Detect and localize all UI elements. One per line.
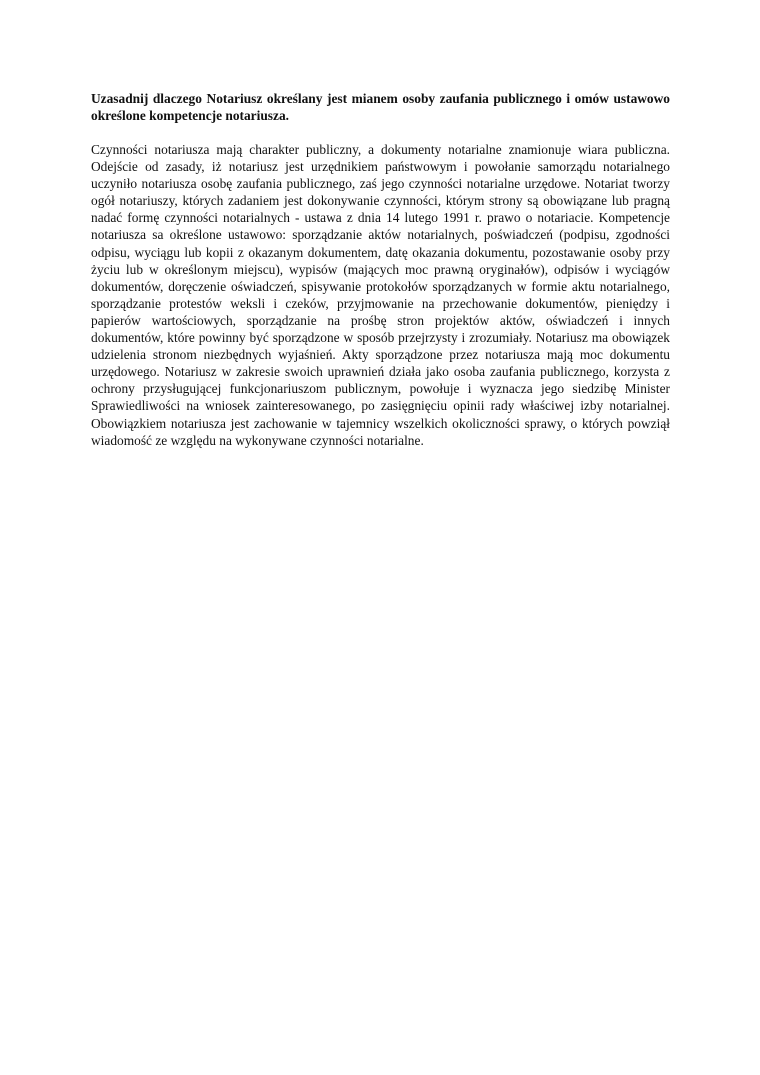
document-body-paragraph: Czynności notariusza mają charakter publiczny, a dokumenty notarialne znamionuje wiara publiczna. Odejście od zasady, iż notariusz jest urzędnikiem państwowym i powołanie samorządu notarialnego uczyniło notariusza osobę zaufania publicznego, zaś jego czynności notarialne urzędowe. Notariat tworzy ogół notariuszy, których zadaniem jest dokonywanie czynności, którym strony są obowiązane lub pragną nadać formę czynności notarialnych - ustawa z dnia 14 lutego 1991 r. prawo o notariacie. Kompetencje notariusza sa określone ustawowo: sporządzanie aktów notarialnych, poświadczeń (podpisu, zgodności odpisu, wyciągu lub kopii z okazanym dokumentem, datę okazania dokumentu, pozostawanie osoby przy życiu lub w określonym miejscu), wypisów (mających moc prawną oryginałów), odpisów i wyciągów dokumentów, doręczenie oświadczeń, spisywanie protokołów sporządzanych w formie aktu notarialnego, sporządzanie protestów weksli i czeków, przyjmowanie na przechowanie dokumentów, pieniędzy i papierów wartościowych, sporządzanie na prośbę stron projektów aktów, oświadczeń i innych dokumentów, które powinny być sporządzone w sposób przejrzysty i zrozumiały. Notariusz ma obowiązek udzielenia stronom niezbędnych wyjaśnień. Akty sporządzone przez notariusza mają moc dokumentu urzędowego. Notariusz w zakresie swoich uprawnień działa jako osoba zaufania publicznego, korzysta z ochrony przysługującej funkcjonariuszom publicznym, powołuje i wyznacza jego siedzibę Minister Sprawiedliwości na wniosek zainteresowanego, po zasięgnięciu opinii rady właściwej izby notarialnej. Obowiązkiem notariusza jest zachowanie w tajemnicy wszelkich okoliczności sprawy, o których powziął wiadomość ze względu na wykonywane czynności notarialne. (91, 142, 670, 448)
document-heading: Uzasadnij dlaczego Notariusz określany jest mianem osoby zaufania publicznego i omów ustawowo określone kompetencje notariusza. (91, 91, 670, 123)
document-content (91, 90, 670, 449)
